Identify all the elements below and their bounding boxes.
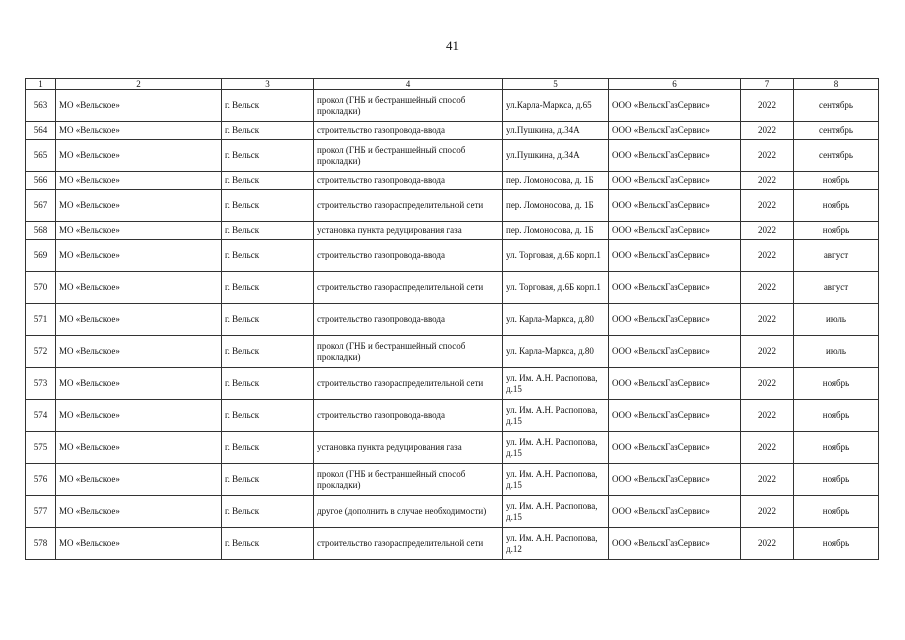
settlement-cell: г. Вельск xyxy=(222,432,314,464)
year-cell: 2022 xyxy=(741,272,794,304)
work-type-cell: установка пункта редуцирования газа xyxy=(314,222,503,240)
settlement-cell: г. Вельск xyxy=(222,368,314,400)
row-number: 572 xyxy=(26,336,56,368)
organization-cell: ООО «ВельскГазСервис» xyxy=(609,528,741,560)
organization-cell: ООО «ВельскГазСервис» xyxy=(609,400,741,432)
year-cell: 2022 xyxy=(741,304,794,336)
organization-cell: ООО «ВельскГазСервис» xyxy=(609,432,741,464)
year-cell: 2022 xyxy=(741,90,794,122)
address-cell: ул. Им. А.Н. Распопова, д.15 xyxy=(503,400,609,432)
row-number: 569 xyxy=(26,240,56,272)
address-cell: ул. Им. А.Н. Распопова, д.15 xyxy=(503,496,609,528)
table-row xyxy=(26,122,879,140)
table-row xyxy=(26,190,879,222)
table-row xyxy=(26,400,879,432)
address-cell: ул. Карла-Маркса, д.80 xyxy=(503,304,609,336)
header-cell: 3 xyxy=(222,79,314,90)
municipality-cell: МО «Вельское» xyxy=(56,432,222,464)
address-cell: пер. Ломоносова, д. 1Б xyxy=(503,172,609,190)
year-cell: 2022 xyxy=(741,240,794,272)
settlement-cell: г. Вельск xyxy=(222,190,314,222)
table-row xyxy=(26,464,879,496)
table-row xyxy=(26,304,879,336)
organization-cell: ООО «ВельскГазСервис» xyxy=(609,336,741,368)
row-number: 574 xyxy=(26,400,56,432)
organization-cell: ООО «ВельскГазСервис» xyxy=(609,172,741,190)
month-cell: ноябрь xyxy=(794,172,879,190)
settlement-cell: г. Вельск xyxy=(222,464,314,496)
municipality-cell: МО «Вельское» xyxy=(56,400,222,432)
municipality-cell: МО «Вельское» xyxy=(56,240,222,272)
work-type-cell: строительство газопровода-ввода xyxy=(314,240,503,272)
municipality-cell: МО «Вельское» xyxy=(56,528,222,560)
work-type-cell: строительство газопровода-ввода xyxy=(314,400,503,432)
month-cell: ноябрь xyxy=(794,432,879,464)
year-cell: 2022 xyxy=(741,496,794,528)
row-number: 564 xyxy=(26,122,56,140)
table-row xyxy=(26,368,879,400)
year-cell: 2022 xyxy=(741,190,794,222)
address-cell: ул. Им. А.Н. Распопова, д.15 xyxy=(503,464,609,496)
settlement-cell: г. Вельск xyxy=(222,336,314,368)
organization-cell: ООО «ВельскГазСервис» xyxy=(609,464,741,496)
municipality-cell: МО «Вельское» xyxy=(56,336,222,368)
table-row xyxy=(26,496,879,528)
table-row xyxy=(26,172,879,190)
municipality-cell: МО «Вельское» xyxy=(56,222,222,240)
work-type-cell: прокол (ГНБ и бестраншейный способ прокладки) xyxy=(314,140,503,172)
work-type-cell: прокол (ГНБ и бестраншейный способ прокладки) xyxy=(314,464,503,496)
year-cell: 2022 xyxy=(741,222,794,240)
month-cell: июль xyxy=(794,304,879,336)
row-number: 578 xyxy=(26,528,56,560)
municipality-cell: МО «Вельское» xyxy=(56,172,222,190)
work-type-cell: прокол (ГНБ и бестраншейный способ прокладки) xyxy=(314,336,503,368)
row-number: 576 xyxy=(26,464,56,496)
header-cell: 2 xyxy=(56,79,222,90)
month-cell: июль xyxy=(794,336,879,368)
table-row xyxy=(26,336,879,368)
month-cell: ноябрь xyxy=(794,368,879,400)
settlement-cell: г. Вельск xyxy=(222,528,314,560)
work-type-cell: другое (дополнить в случае необходимости) xyxy=(314,496,503,528)
municipality-cell: МО «Вельское» xyxy=(56,190,222,222)
work-type-cell: прокол (ГНБ и бестраншейный способ прокладки) xyxy=(314,90,503,122)
table-row xyxy=(26,272,879,304)
municipality-cell: МО «Вельское» xyxy=(56,122,222,140)
address-cell: ул. Торговая, д.6Б корп.1 xyxy=(503,272,609,304)
table-row xyxy=(26,222,879,240)
header-cell: 7 xyxy=(741,79,794,90)
organization-cell: ООО «ВельскГазСервис» xyxy=(609,368,741,400)
table-row xyxy=(26,528,879,560)
address-cell: ул. Карла-Маркса, д.80 xyxy=(503,336,609,368)
row-number: 570 xyxy=(26,272,56,304)
work-type-cell: строительство газораспределительной сети xyxy=(314,190,503,222)
settlement-cell: г. Вельск xyxy=(222,90,314,122)
settlement-cell: г. Вельск xyxy=(222,240,314,272)
row-number: 563 xyxy=(26,90,56,122)
work-type-cell: строительство газораспределительной сети xyxy=(314,368,503,400)
settlement-cell: г. Вельск xyxy=(222,172,314,190)
organization-cell: ООО «ВельскГазСервис» xyxy=(609,140,741,172)
row-number: 567 xyxy=(26,190,56,222)
month-cell: сентябрь xyxy=(794,122,879,140)
row-number: 575 xyxy=(26,432,56,464)
organization-cell: ООО «ВельскГазСервис» xyxy=(609,272,741,304)
organization-cell: ООО «ВельскГазСервис» xyxy=(609,222,741,240)
organization-cell: ООО «ВельскГазСервис» xyxy=(609,122,741,140)
header-cell: 4 xyxy=(314,79,503,90)
table-row xyxy=(26,432,879,464)
month-cell: ноябрь xyxy=(794,496,879,528)
settlement-cell: г. Вельск xyxy=(222,140,314,172)
works-table xyxy=(25,78,879,560)
month-cell: ноябрь xyxy=(794,190,879,222)
address-cell: ул. Им. А.Н. Распопова, д.12 xyxy=(503,528,609,560)
year-cell: 2022 xyxy=(741,172,794,190)
organization-cell: ООО «ВельскГазСервис» xyxy=(609,496,741,528)
row-number: 577 xyxy=(26,496,56,528)
municipality-cell: МО «Вельское» xyxy=(56,464,222,496)
table-body xyxy=(26,90,879,560)
row-number: 568 xyxy=(26,222,56,240)
year-cell: 2022 xyxy=(741,122,794,140)
month-cell: ноябрь xyxy=(794,400,879,432)
row-number: 565 xyxy=(26,140,56,172)
month-cell: август xyxy=(794,272,879,304)
address-cell: пер. Ломоносова, д. 1Б xyxy=(503,190,609,222)
month-cell: сентябрь xyxy=(794,90,879,122)
month-cell: август xyxy=(794,240,879,272)
month-cell: сентябрь xyxy=(794,140,879,172)
address-cell: пер. Ломоносова, д. 1Б xyxy=(503,222,609,240)
year-cell: 2022 xyxy=(741,432,794,464)
organization-cell: ООО «ВельскГазСервис» xyxy=(609,90,741,122)
header-cell: 5 xyxy=(503,79,609,90)
work-type-cell: строительство газораспределительной сети xyxy=(314,272,503,304)
year-cell: 2022 xyxy=(741,464,794,496)
municipality-cell: МО «Вельское» xyxy=(56,496,222,528)
settlement-cell: г. Вельск xyxy=(222,496,314,528)
year-cell: 2022 xyxy=(741,400,794,432)
work-type-cell: строительство газораспределительной сети xyxy=(314,528,503,560)
municipality-cell: МО «Вельское» xyxy=(56,140,222,172)
table-header-row xyxy=(26,79,879,90)
header-cell: 8 xyxy=(794,79,879,90)
table-row xyxy=(26,90,879,122)
table-row xyxy=(26,140,879,172)
work-type-cell: строительство газопровода-ввода xyxy=(314,122,503,140)
address-cell: ул. Им. А.Н. Распопова, д.15 xyxy=(503,368,609,400)
row-number: 566 xyxy=(26,172,56,190)
address-cell: ул.Пушкина, д.34А xyxy=(503,122,609,140)
year-cell: 2022 xyxy=(741,140,794,172)
month-cell: ноябрь xyxy=(794,528,879,560)
settlement-cell: г. Вельск xyxy=(222,272,314,304)
year-cell: 2022 xyxy=(741,336,794,368)
year-cell: 2022 xyxy=(741,368,794,400)
settlement-cell: г. Вельск xyxy=(222,304,314,336)
work-type-cell: строительство газопровода-ввода xyxy=(314,304,503,336)
header-cell: 6 xyxy=(609,79,741,90)
row-number: 571 xyxy=(26,304,56,336)
month-cell: ноябрь xyxy=(794,222,879,240)
settlement-cell: г. Вельск xyxy=(222,222,314,240)
organization-cell: ООО «ВельскГазСервис» xyxy=(609,190,741,222)
municipality-cell: МО «Вельское» xyxy=(56,304,222,336)
header-cell: 1 xyxy=(26,79,56,90)
organization-cell: ООО «ВельскГазСервис» xyxy=(609,304,741,336)
address-cell: ул. Им. А.Н. Распопова, д.15 xyxy=(503,432,609,464)
settlement-cell: г. Вельск xyxy=(222,122,314,140)
page-number: 41 xyxy=(446,38,459,53)
address-cell: ул. Торговая, д.6Б корп.1 xyxy=(503,240,609,272)
address-cell: ул.Пушкина, д.34А xyxy=(503,140,609,172)
address-cell: ул.Карла-Маркса, д.65 xyxy=(503,90,609,122)
month-cell: ноябрь xyxy=(794,464,879,496)
municipality-cell: МО «Вельское» xyxy=(56,368,222,400)
municipality-cell: МО «Вельское» xyxy=(56,90,222,122)
year-cell: 2022 xyxy=(741,528,794,560)
settlement-cell: г. Вельск xyxy=(222,400,314,432)
organization-cell: ООО «ВельскГазСервис» xyxy=(609,240,741,272)
table-row xyxy=(26,240,879,272)
work-type-cell: установка пункта редуцирования газа xyxy=(314,432,503,464)
municipality-cell: МО «Вельское» xyxy=(56,272,222,304)
row-number: 573 xyxy=(26,368,56,400)
work-type-cell: строительство газопровода-ввода xyxy=(314,172,503,190)
